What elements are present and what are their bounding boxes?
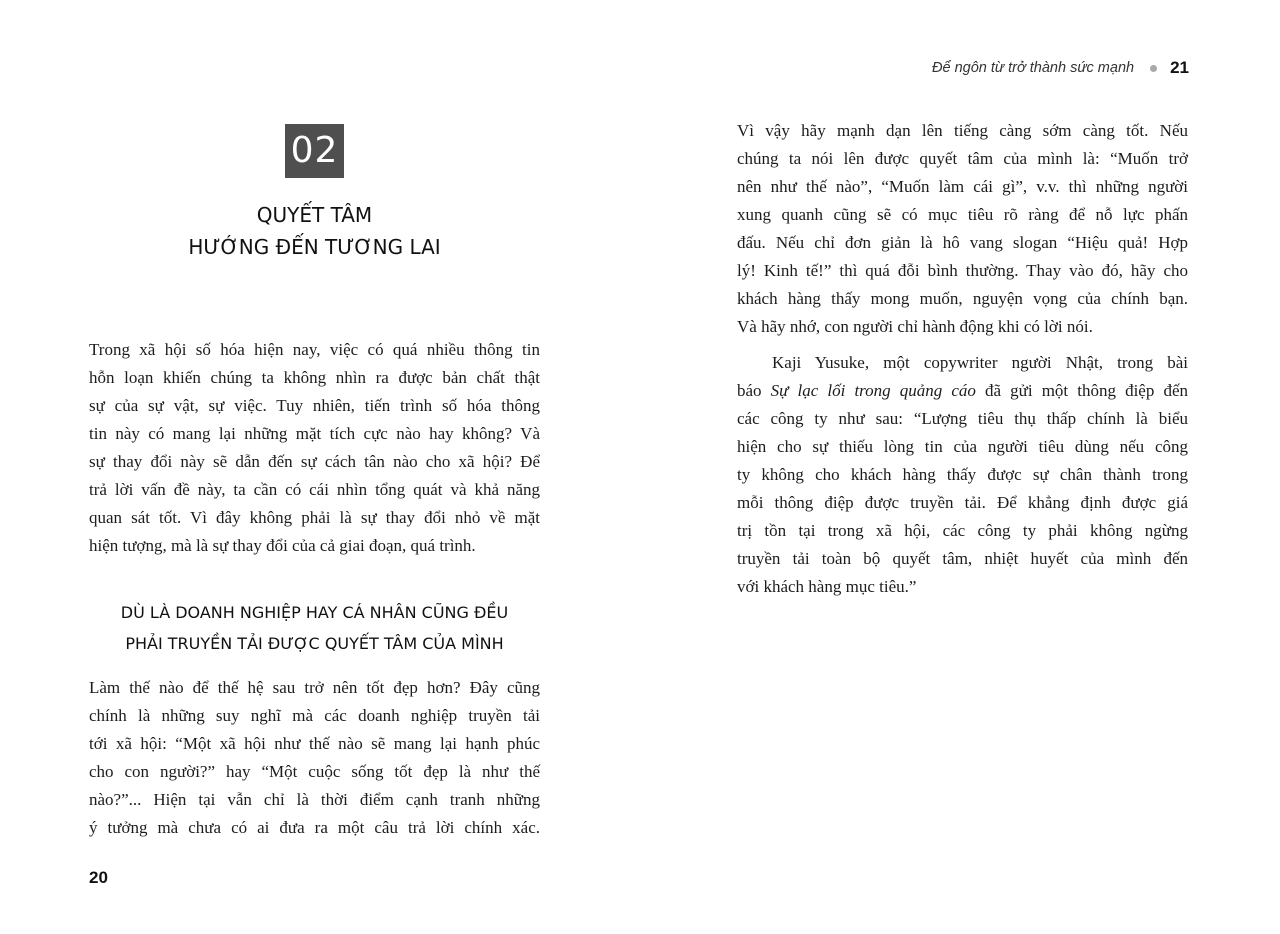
text-line: trị tồn tại trong xã hội, các công ty phải không ngừng: [737, 521, 1188, 540]
page-number-right: 21: [1170, 58, 1189, 77]
text-line: nên như thế nào”, “Muốn làm cái gì”, v.v. thì những người: [737, 177, 1188, 196]
text-line: Vì vậy hãy mạnh dạn lên tiếng càng sớm càng tốt. Nếu: [737, 121, 1188, 140]
text-line: Trong xã hội số hóa hiện nay, việc có quá nhiều thông tin: [89, 340, 540, 359]
text-line: cho con người?” hay “Một cuộc sống tốt đẹp là như thế: [89, 762, 540, 781]
text-segment: đã gửi một thông điệp đến: [975, 381, 1189, 400]
bullet-dot-icon: [1150, 65, 1157, 72]
text-line: với khách hàng mục tiêu.”: [737, 577, 917, 596]
text-line: hỗn loạn khiến chúng ta không nhìn ra được bản chất thật: [89, 368, 540, 387]
text-line: Và hãy nhớ, con người chỉ hành động khi có lời nói.: [737, 317, 1093, 336]
text-line: Làm thế nào để thế hệ sau trở nên tốt đẹp hơn? Đây cũng: [89, 678, 540, 697]
text-line: Kaji Yusuke, một copywriter người Nhật, trong bài: [772, 353, 1188, 372]
article-title-italic: Sự lạc lối trong quảng cáo: [770, 381, 976, 400]
text-line: sự thay đổi này sẽ dẫn đến sự cách tân nào cho xã hội? Để: [89, 452, 540, 471]
text-line: đấu. Nếu chỉ đơn giản là hô vang slogan “Hiệu quả! Hợp: [737, 233, 1188, 252]
text-line: lý! Kinh tế!” thì quá đỗi bình thường. Thay vào đó, hãy cho: [737, 261, 1188, 280]
running-header: [932, 58, 1189, 78]
text-line: hiện cho sự thiếu lòng tin của người tiêu dùng nếu công: [737, 437, 1188, 456]
text-line: ý tưởng mà chưa có ai đưa ra một câu trả lời chính xác.: [89, 818, 540, 837]
text-line: chính là những suy nghĩ mà các doanh nghiệp truyền tải: [89, 706, 540, 725]
running-title: Để ngôn từ trở thành sức mạnh: [932, 60, 1135, 76]
chapter-title-line-2: HƯỚNG ĐẾN TƯƠNG LAI: [188, 235, 441, 259]
text-line: mỗi thông điệp được truyền tải. Để khẳng định được giá: [737, 493, 1188, 512]
chapter-number-badge: 02: [285, 124, 344, 178]
text-line: quan sát tốt. Vì đây không phải là sự thay đổi nhỏ về mặt: [89, 508, 540, 527]
section-heading-line-1: DÙ LÀ DOANH NGHIỆP HAY CÁ NHÂN CŨNG ĐỀU: [120, 603, 509, 622]
section-heading-line-2: PHẢI TRUYỀN TẢI ĐƯỢC QUYẾT TÂM CỦA MÌNH: [125, 634, 504, 653]
text-line-with-italic-title: [737, 377, 1188, 405]
text-line: khách hàng thấy mong muốn, nguyện vọng của chính bạn.: [737, 289, 1188, 308]
text-line: sự của sự vật, sự việc. Tuy nhiên, tiến trình số hóa thông: [89, 396, 540, 415]
text-line: xung quanh cũng sẽ có mục tiêu rõ ràng để nỗ lực phấn: [737, 205, 1188, 224]
text-line: hiện tượng, mà là sự thay đổi của cả giai đoạn, quá trình.: [89, 536, 476, 555]
chapter-title-line-1: QUYẾT TÂM: [256, 203, 373, 227]
text-line: trả lời vấn đề này, ta cần có cái nhìn tổng quát và khả năng: [89, 480, 540, 499]
page-number-left: 20: [89, 868, 108, 887]
text-line: truyền tải toàn bộ quyết tâm, nhiệt huyết của mình đến: [737, 549, 1188, 568]
text-line: nào?”... Hiện tại vẫn chỉ là thời điểm cạnh tranh những: [89, 790, 540, 809]
text-line: tới xã hội: “Một xã hội như thế nào sẽ mang lại hạnh phúc: [89, 734, 540, 753]
text-line: chúng ta nói lên được quyết tâm của mình là: “Muốn trở: [737, 149, 1188, 168]
text-line: các công ty như sau: “Lượng tiêu thụ thấp chính là biểu: [737, 409, 1188, 428]
text-line: ty không cho khách hàng thấy được sự chân thành trong: [737, 465, 1188, 484]
text-segment: báo: [737, 381, 771, 400]
text-line: tin này có mang lại những mặt tích cực nào hay không? Và: [89, 424, 540, 443]
